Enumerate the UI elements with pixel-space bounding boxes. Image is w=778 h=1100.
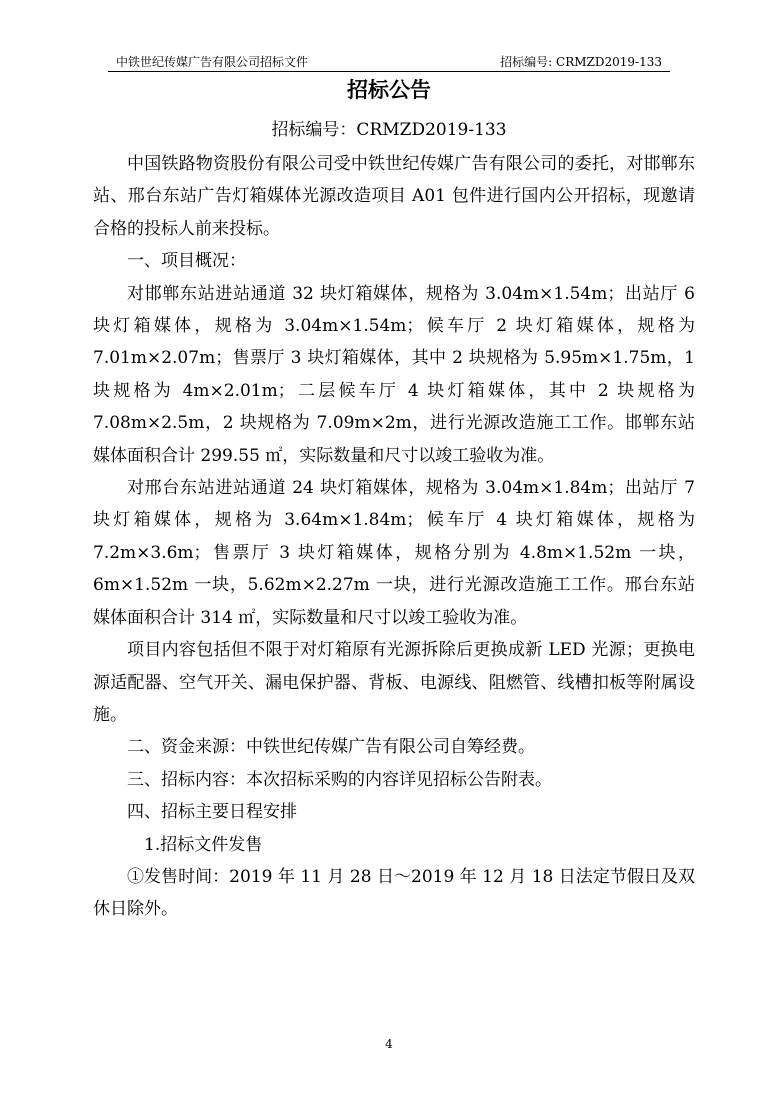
scope-paragraph: 项目内容包括但不限于对灯箱原有光源拆除后更换成新 LED 光源；更换电源适配器、空气开关、漏电保护器、背板、电源线、阻燃管、线槽扣板等附属设施。: [93, 640, 695, 725]
section-4-schedule: 四、招标主要日程安排: [127, 802, 297, 823]
handan-paragraph: 对邯郸东站进站通道 32 块灯箱媒体，规格为 3.04m×1.54m；出站厅 6 块灯箱媒体，规格为 3.04m×1.54m；候车厅 2 块灯箱媒体，规格为 7.01m×2.07m；售票厅 3 块灯箱媒体，其中 2 块规格为 5.95m×1.75m，1 块规格为 4m×2.01m；二层候车厅 4 块灯箱媒体，其中 2 块规格为 7.08m×2.5m，2 块规格为 7.09m×2m，进行光源改造施工工作。邯郸东站媒体面积合计 299.55 ㎡，实际数量和尺寸以竣工验收为准。: [93, 283, 695, 466]
xingtai-paragraph: 对邢台东站进站通道 24 块灯箱媒体，规格为 3.04m×1.84m；出站厅 7 块灯箱媒体，规格为 3.64m×1.84m；候车厅 4 块灯箱媒体，规格为 7.2m×3.6m；售票厅 3 块灯箱媒体，规格分别为 4.8m×1.52m 一块，6m×1.52m 一块，5.62m×2.27m 一块，进行光源改造施工工作。邢台东站媒体面积合计 314 ㎡，实际数量和尺寸以竣工验收为准。: [93, 478, 695, 628]
page-number: 4: [385, 1037, 393, 1051]
page-header: [108, 51, 670, 72]
header-bid-number: 招标编号: CRMZD2019-133: [500, 55, 662, 69]
section-4-1-heading: 1.招标文件发售: [144, 834, 263, 855]
section-2-funding: 二、资金来源：中铁世纪传媒广告有限公司自筹经费。: [127, 737, 535, 758]
document-body: [93, 148, 695, 926]
header-company: 中铁世纪传媒广告有限公司招标文件: [116, 55, 309, 69]
section-3-content: 三、招标内容：本次招标采购的内容详见招标公告附表。: [127, 769, 552, 790]
page-title: 招标公告: [347, 77, 431, 102]
section-1-heading: 一、项目概况：: [127, 251, 246, 272]
bid-number: 招标编号：CRMZD2019-133: [271, 120, 507, 140]
intro-paragraph: 中国铁路物资股份有限公司受中铁世纪传媒广告有限公司的委托，对邯郸东站、邢台东站广告灯箱媒体光源改造项目 A01 包件进行国内公开招标，现邀请合格的投标人前来投标。: [93, 154, 695, 239]
sale-time-paragraph: ①发售时间：2019 年 11 月 28 日～2019 年 12 月 18 日法定节假日及双休日除外。: [93, 866, 695, 920]
